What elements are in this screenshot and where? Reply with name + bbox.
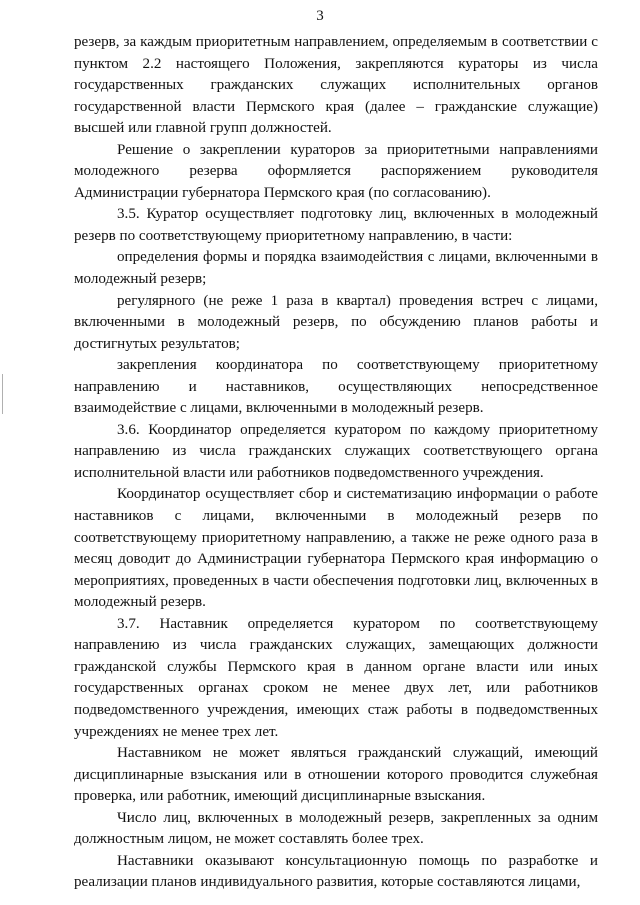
- page-number: 3: [316, 8, 324, 24]
- paragraph-3-5-item-forms: определения формы и порядка взаимодействия с лицами, включенными в молодежный резерв;: [74, 249, 598, 288]
- scan-margin-mark: [2, 374, 3, 414]
- document-body: [74, 32, 598, 894]
- paragraph-3-5: 3.5. Куратор осуществляет подготовку лиц, включенных в молодежный резерв по соответствующему приоритетному направлению, в части:: [74, 206, 598, 244]
- paragraph-mentee-limit: Число лиц, включенных в молодежный резерв, закрепленных за одним должностным лицом, не может составлять более трех.: [74, 809, 598, 848]
- paragraph-mentor-consulting: Наставники оказывают консультационную помощь по разработке и реализации планов индивидуального развития, которые составляются лицами,: [74, 852, 598, 891]
- paragraph-3-7: 3.7. Наставник определяется куратором по соответствующему направлению из числа гражданских служащих, замещающих должности гражданской службы Пермского края в данном органе власти или иных государственных органах сроком не менее двух лет, или работников подведомственного учреждения, имеющих стаж работы в подведомственных учреждениях не менее трех лет.: [74, 615, 598, 740]
- paragraph-continuation: резерв, за каждым приоритетным направлением, определяемым в соответствии с пунктом 2.2 настоящего Положения, закрепляются кураторы из числа государственных гражданских служащих исполнительных органов государственной власти Пермского края (далее – гражданские служащие) высшей или главной групп должностей.: [74, 34, 598, 137]
- paragraph-3-6: 3.6. Координатор определяется куратором по каждому приоритетному направлению из числа гражданских служащих соответствующего органа исполнительной власти или работников подведомственного учреждения.: [74, 421, 598, 481]
- paragraph-coordinator-duties: Координатор осуществляет сбор и систематизацию информации о работе наставников с лицами, включенными в молодежный резерв по соответствующему приоритетному направлению, а также не реже одного раза в месяц доводит до Администрации губернатора Пермского края информацию о мероприятиях, проведенных в части обеспечения подготовки лиц, включенных в молодежный резерв.: [74, 486, 598, 611]
- paragraph-mentor-restrictions: Наставником не может являться гражданский служащий, имеющий дисциплинарные взыскания или в отношении которого проводится служебная проверка, или работник, имеющий дисциплинарные взыскания.: [74, 745, 598, 805]
- paragraph-3-5-item-coordinator: закрепления координатора по соответствующему приоритетному направлению и наставников, осуществляющих непосредственное взаимодействие с лицами, включенными в молодежный резерв.: [74, 357, 598, 417]
- paragraph-curator-decision: Решение о закреплении кураторов за приоритетными направлениями молодежного резерва оформляется распоряжением руководителя Администрации губернатора Пермского края (по согласованию).: [74, 141, 598, 201]
- paragraph-3-5-item-meetings: регулярного (не реже 1 раза в квартал) проведения встреч с лицами, включенными в молодежный резерв, по обсуждению планов работы и достигнутых результатов;: [74, 292, 598, 352]
